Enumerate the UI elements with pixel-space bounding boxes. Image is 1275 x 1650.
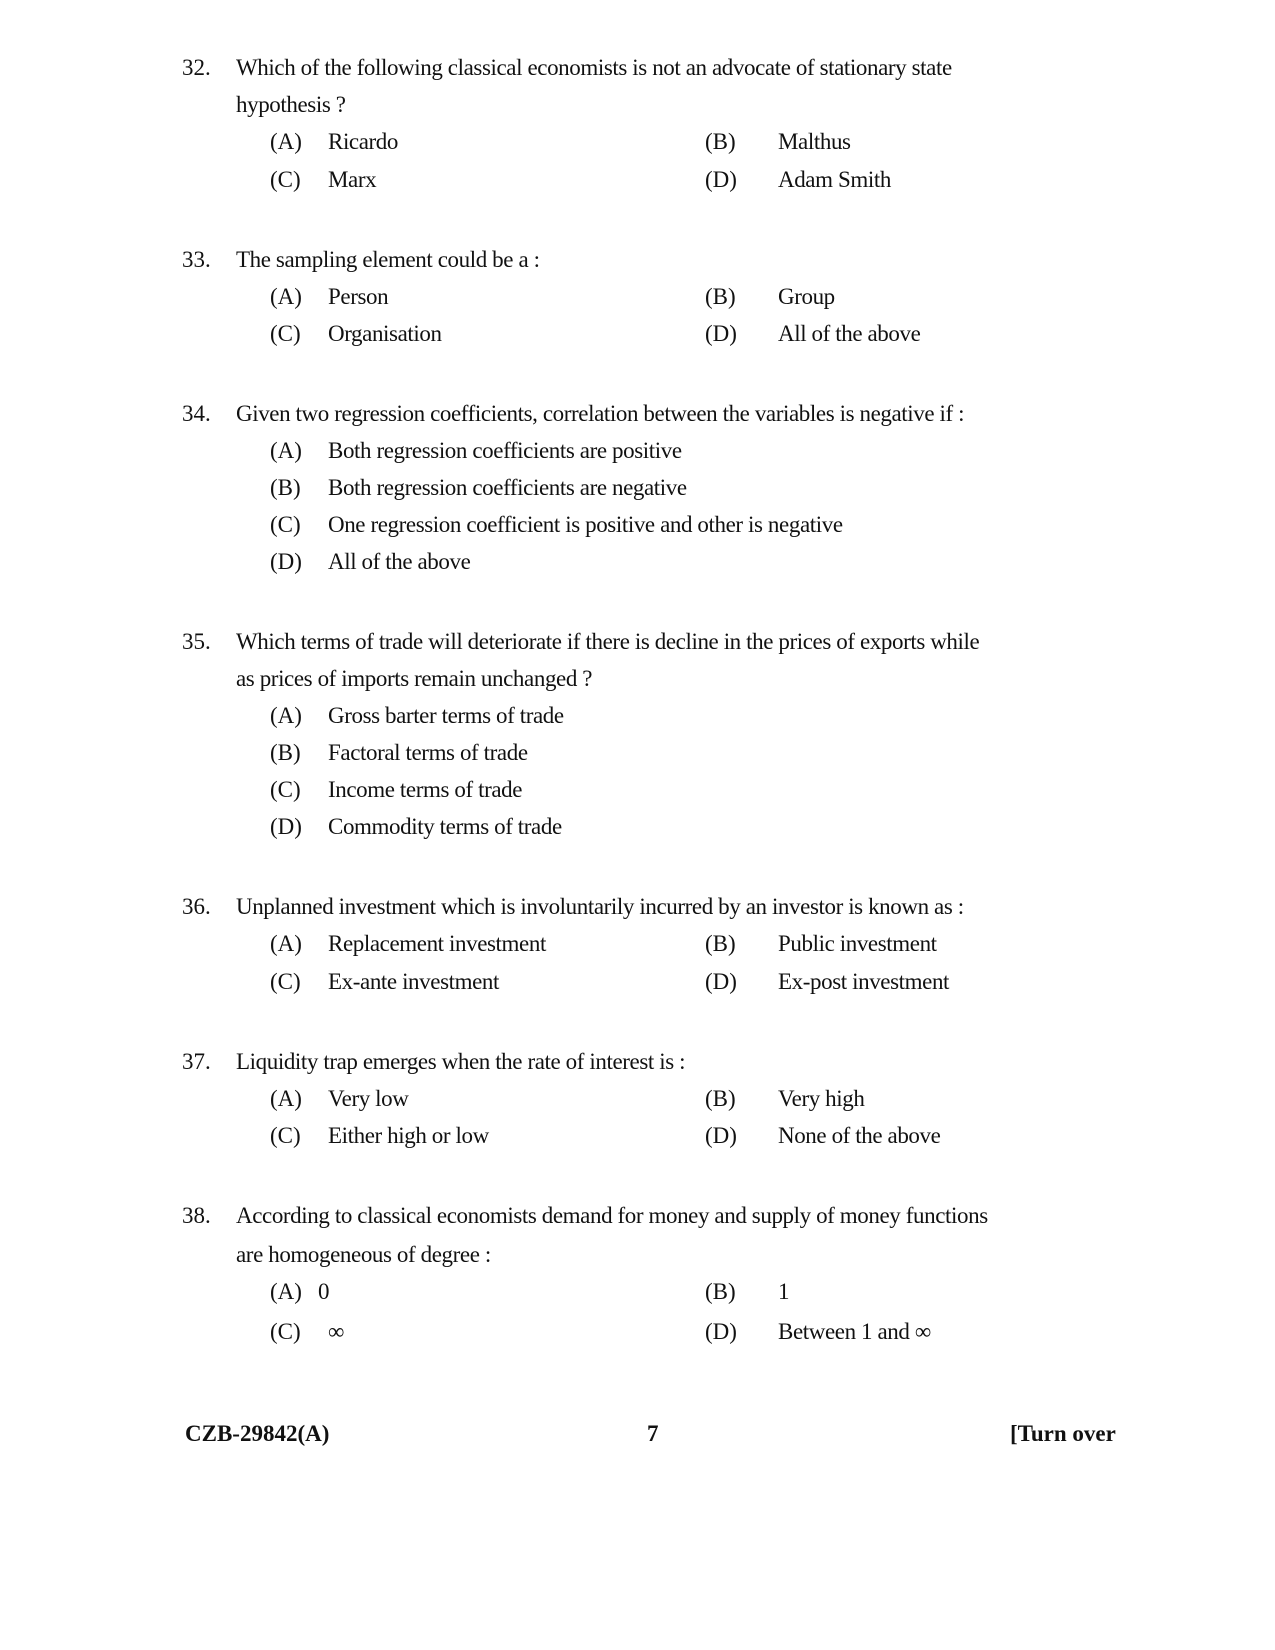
option-text: Either high or low: [328, 1123, 489, 1148]
page-number: 7: [647, 1421, 659, 1446]
option-text: Organisation: [328, 321, 442, 346]
option-text: Both regression coefficients are positive: [328, 438, 682, 463]
option-text: 1: [778, 1279, 790, 1304]
question-text: Which terms of trade will deteriorate if there is decline in the prices of exports while: [236, 629, 980, 654]
option-text: Marx: [328, 167, 377, 192]
option-text: Very high: [778, 1086, 865, 1111]
option-letter: (B): [270, 475, 301, 500]
option-letter: (C): [270, 1123, 301, 1148]
option-letter: (B): [270, 740, 301, 765]
question-number: 37.: [182, 1049, 211, 1074]
option-letter: (C): [270, 512, 301, 537]
option-text: Ricardo: [328, 129, 399, 154]
question-number: 32.: [182, 55, 211, 80]
option-text: Income terms of trade: [328, 777, 523, 802]
option-letter: (B): [705, 129, 736, 154]
question-text: as prices of imports remain unchanged ?: [236, 666, 593, 691]
option-letter: (A): [270, 129, 302, 154]
question-text: Given two regression coefficients, correlation between the variables is negative if :: [236, 401, 965, 426]
question-text: hypothesis ?: [236, 92, 346, 117]
option-text: Gross barter terms of trade: [328, 703, 564, 728]
option-letter: (A): [270, 438, 302, 463]
option-text: All of the above: [328, 549, 471, 574]
option-text: Adam Smith: [778, 167, 891, 192]
option-text: Ex-post investment: [778, 969, 950, 994]
option-letter: (D): [705, 1319, 737, 1344]
option-text: Person: [328, 284, 389, 309]
option-letter: (C): [270, 777, 301, 802]
question-text: According to classical economists demand for money and supply of money functions: [236, 1203, 988, 1228]
option-text: Commodity terms of trade: [328, 814, 562, 839]
paper-code: CZB-29842(A): [185, 1421, 330, 1446]
option-letter: (B): [705, 1279, 736, 1304]
question-number: 33.: [182, 247, 211, 272]
option-letter: (C): [270, 969, 301, 994]
option-text: Group: [778, 284, 835, 309]
question-number: 38.: [182, 1203, 211, 1228]
option-text: Very low: [328, 1086, 409, 1111]
option-text: Ex-ante investment: [328, 969, 499, 994]
option-letter: (B): [705, 284, 736, 309]
option-letter: (A): [270, 1086, 302, 1111]
question-text: Which of the following classical economists is not an advocate of stationary state: [236, 55, 952, 80]
question-text: are homogeneous of degree :: [236, 1242, 491, 1267]
option-letter: (A): [270, 931, 302, 956]
option-letter: (B): [705, 931, 736, 956]
option-text: Public investment: [778, 931, 937, 956]
option-letter: (B): [705, 1086, 736, 1111]
option-letter: (C): [270, 167, 301, 192]
question-number: 36.: [182, 894, 211, 919]
turn-over-label: [Turn over: [1010, 1421, 1116, 1446]
option-letter: (D): [270, 814, 302, 839]
option-letter: (A): [270, 703, 302, 728]
option-text: One regression coefficient is positive and other is negative: [328, 512, 843, 537]
question-text: Liquidity trap emerges when the rate of interest is :: [236, 1049, 686, 1074]
option-text: Factoral terms of trade: [328, 740, 528, 765]
option-text: 0: [318, 1279, 330, 1304]
option-text: All of the above: [778, 321, 921, 346]
option-letter: (C): [270, 1319, 301, 1344]
question-number: 35.: [182, 629, 211, 654]
option-letter: (D): [705, 969, 737, 994]
question-text: Unplanned investment which is involuntarily incurred by an investor is known as :: [236, 894, 964, 919]
option-letter: (D): [705, 321, 737, 346]
option-letter: (D): [705, 1123, 737, 1148]
question-text: The sampling element could be a :: [236, 247, 540, 272]
option-text: ∞: [328, 1319, 344, 1344]
option-text: Both regression coefficients are negative: [328, 475, 687, 500]
option-text: Replacement investment: [328, 931, 546, 956]
option-letter: (D): [270, 549, 302, 574]
option-letter: (D): [705, 167, 737, 192]
option-text: None of the above: [778, 1123, 941, 1148]
question-number: 34.: [182, 401, 211, 426]
option-letter: (C): [270, 321, 301, 346]
option-text: Malthus: [778, 129, 851, 154]
option-text: Between 1 and ∞: [778, 1319, 931, 1344]
option-letter: (A): [270, 1279, 302, 1304]
option-letter: (A): [270, 284, 302, 309]
